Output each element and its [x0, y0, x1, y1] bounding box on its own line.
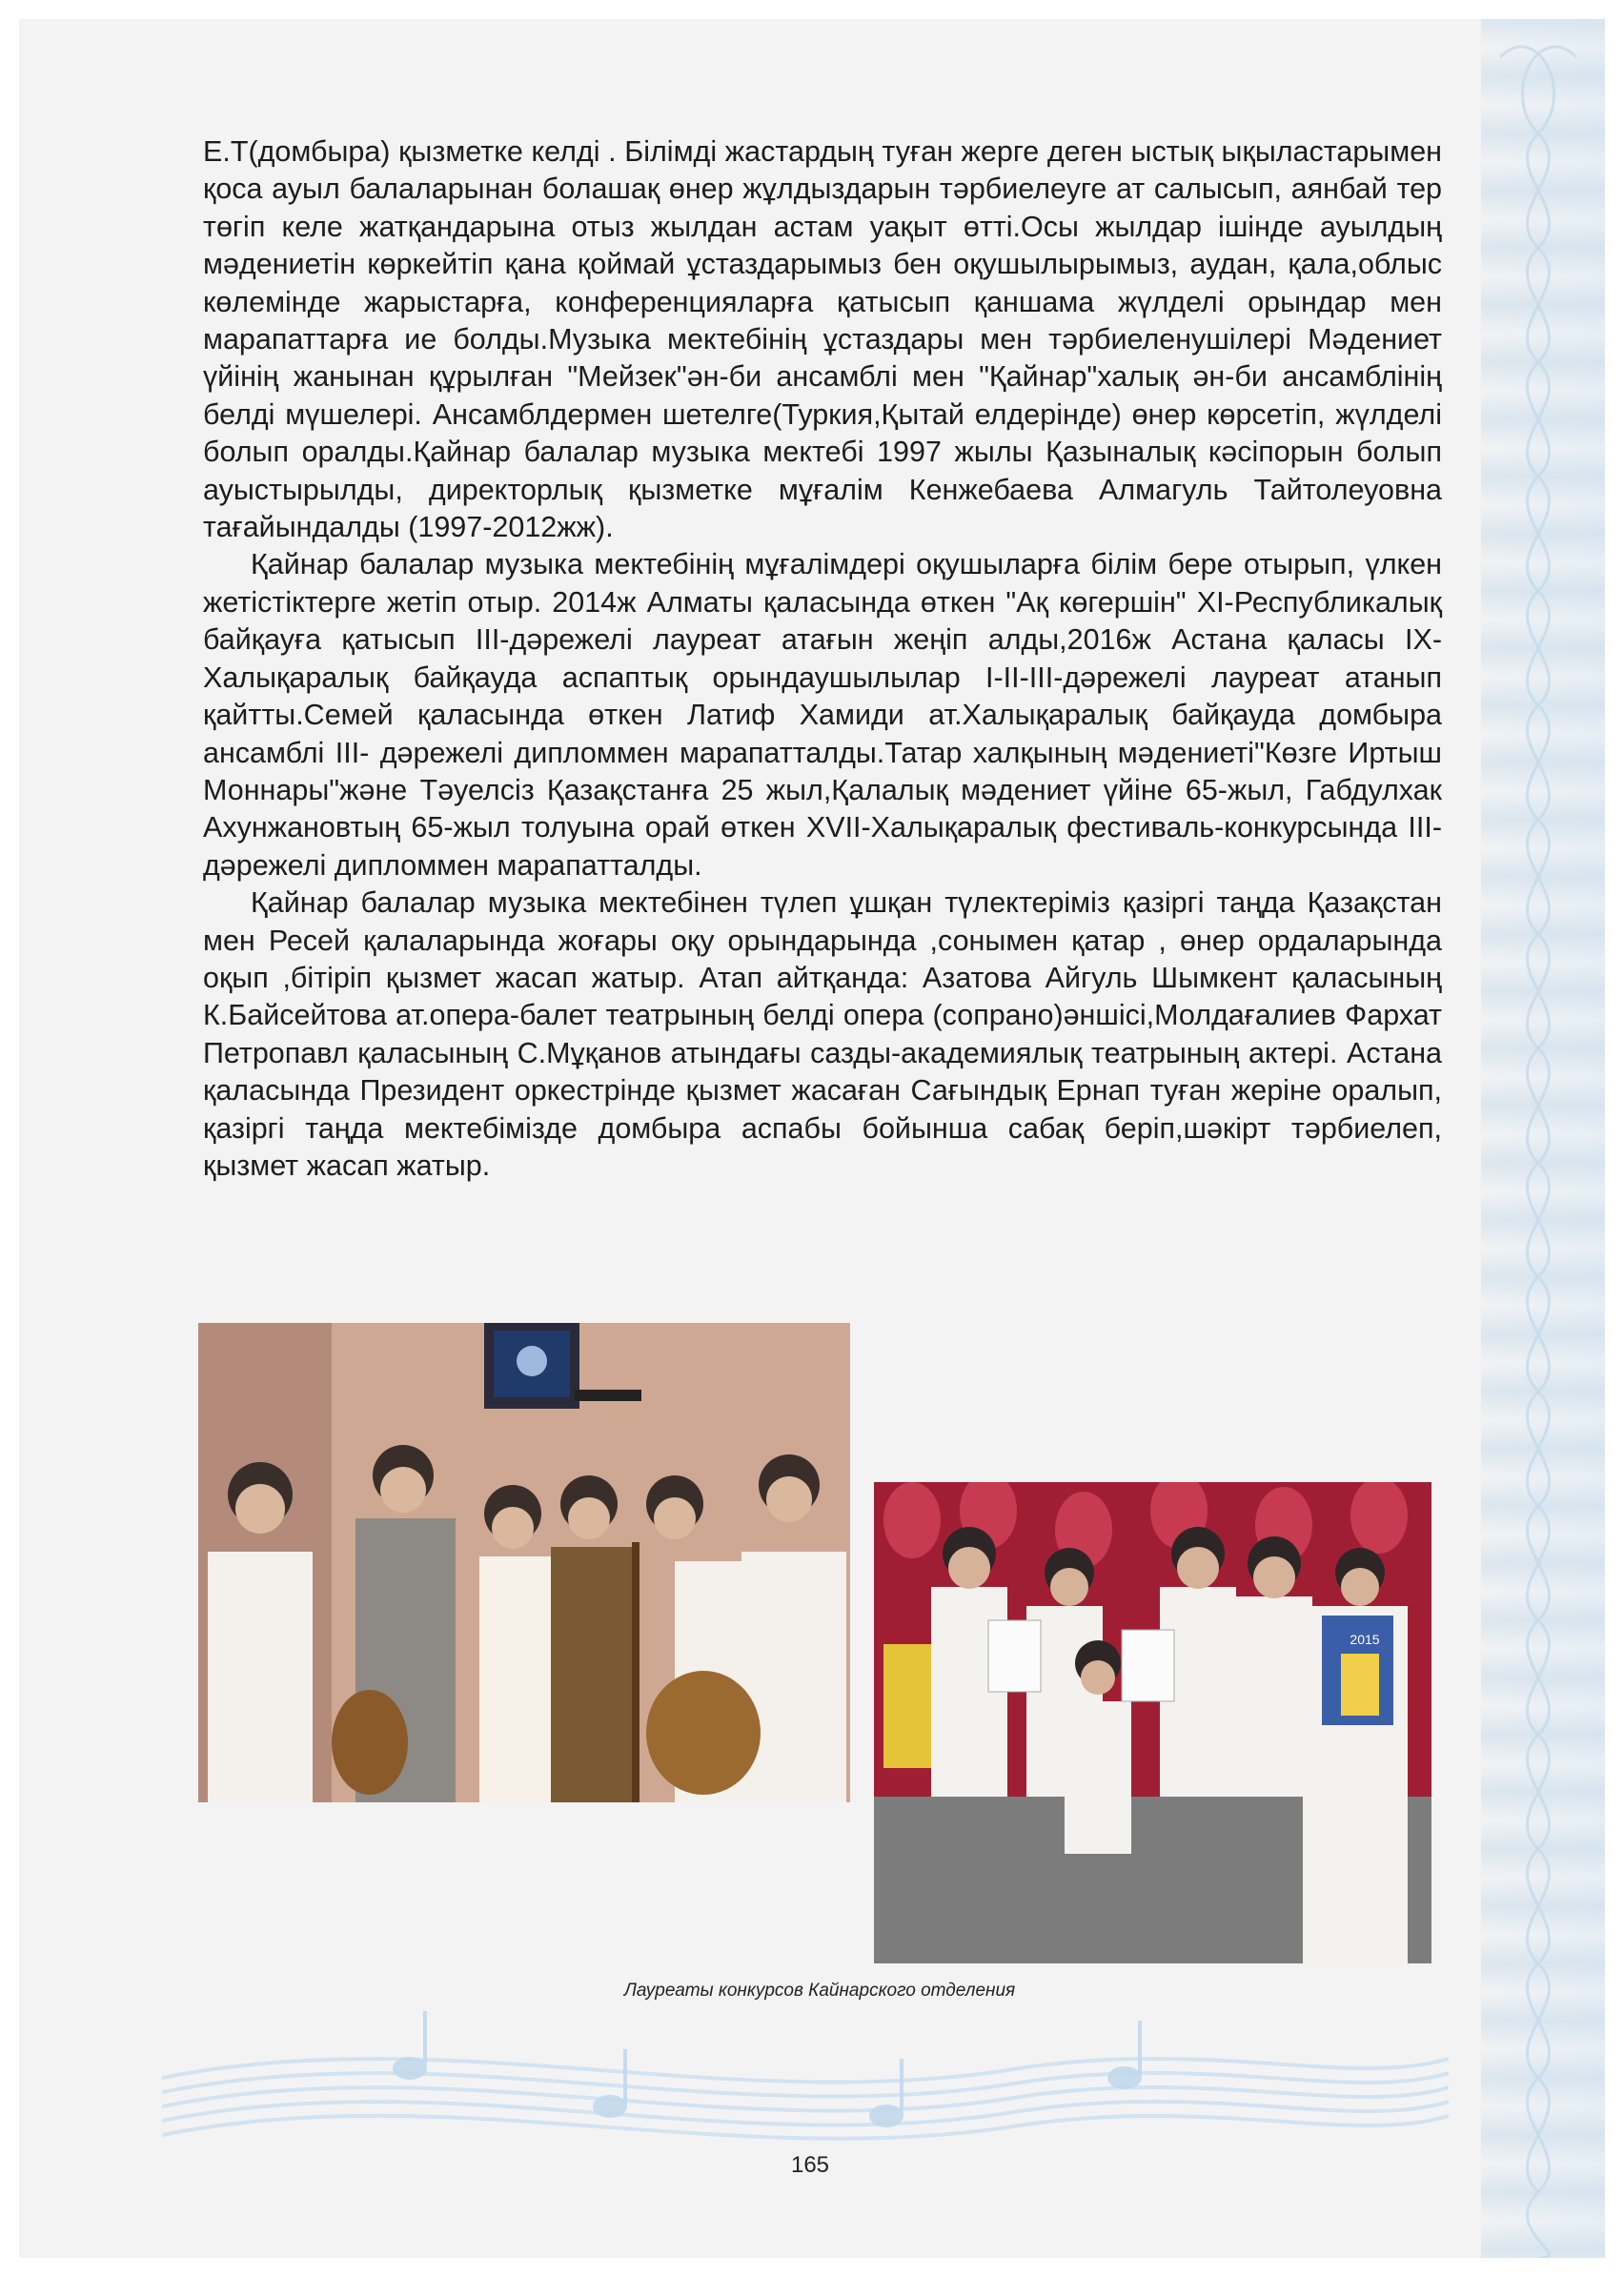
- photo-caption: Лауреаты конкурсов Кайнарского отделения: [623, 1981, 1016, 2001]
- music-staff-wave-icon: [162, 2002, 1449, 2173]
- page-number: 165: [790, 2152, 830, 2178]
- article-text: [203, 133, 1442, 1185]
- page: [19, 19, 1605, 2258]
- paragraph-2: Қайнар балалар музыка мектебінің мұғалімдері оқушыларға білім бере отырып, үлкен жетістіктерге жетіп отыр. 2014ж Алматы қаласында өткен "Ақ көгершін" XI-Республикалық байқауға қатысып III-дәрежелі лауреат атағын жеңіп алды,2016ж Астана қаласы IX-Халықаралық байқауда аспаптық орындаушылылар I-II-III-дәрежелі лауреат атанып қайтты.Семей қаласында өткен Латиф Хамиди ат.Халықаралық байқауда домбыра ансамблі III- дәрежелі дипломмен марапатталды.Татар халқының мәдениеті"Көзге Иртыш Моннары"және Тәуелсіз Қазақстанға 25 жыл,Қалалық мәдениет үйіне 65-жыл, Габдулхак Ахунжановтың 65-жыл толуына орай өткен XVII-Халықаралық фестиваль-конкурсында III-дәрежелі дипломмен марапатталды.: [203, 548, 1442, 882]
- paragraph-1: Е.Т(домбыра) қызметке келді . Білімді жастардың туған жерге деген ыстық ықыластарымен қоса ауыл балаларынан болашақ өнер жұлдыздарын тәрбиелеуге ат салысып, аянбай тер төгіп келе жатқандарына отыз жылдан астам уақыт өтті.Осы жылдар ішінде ауылдың мәдениетін көркейтіп қана қоймай ұстаздарымыз бен оқушылырымыз, аудан, қала,облыс көлемінде жарыстарға, конференцияларға қатысып қаншама жүлделі орындар мен марапаттарға ие болды.Музыка мектебінің ұстаздары мен тәрбиеленушілері Мәдениет үйінің жанынан құрылған "Мейзек"ән-би ансамблі мен "Қайнар"халық ән-би ансамблінің белді мүшелері. Ансамблдермен шетелге(Туркия,Қытай елдерінде) өнер көрсетіп, жүлделі болып оралды.Қайнар балалар музыка мектебі 1997 жылы Қазыналық кәсіпорын болып ауыстырылды, директорлық қызметке мұғалім Кенжебаева Алмагуль Тайтолеуовна тағайындалды (1997-2012жж).: [203, 135, 1442, 544]
- ornament-border-icon: [1481, 19, 1605, 2258]
- photo-group-laureates-left: [198, 1323, 850, 1802]
- paragraph-3: Қайнар балалар музыка мектебінен түлеп ұшқан түлектеріміз қазіргі таңда Қазақстан мен Ресей қалаларында жоғары оқу орындарында ,сонымен қатар , өнер ордаларында оқып ,бітіріп қызмет жасап жатыр. Атап айтқанда: Азатова Айгуль Шымкент қаласының К.Байсейтова ат.опера-балет театрының белді опера (сопрано)әншісі,Молдағалиев Фархат Петропавл қаласының С.Мұқанов атындағы сазды-академиялық театрының актері. Астана қаласында Президент оркестрінде қызмет жасаған Сағындық Ернап туған жеріне оралып, қазіргі таңда мектебімізде домбыра аспабы бойынша сабақ беріп,шәкірт тәрбиелеп, қызмет жасап жатыр.: [203, 886, 1442, 1182]
- photo-right-banner: 2015: [1350, 1632, 1380, 1647]
- photo-group-laureates-right: [874, 1482, 1431, 1963]
